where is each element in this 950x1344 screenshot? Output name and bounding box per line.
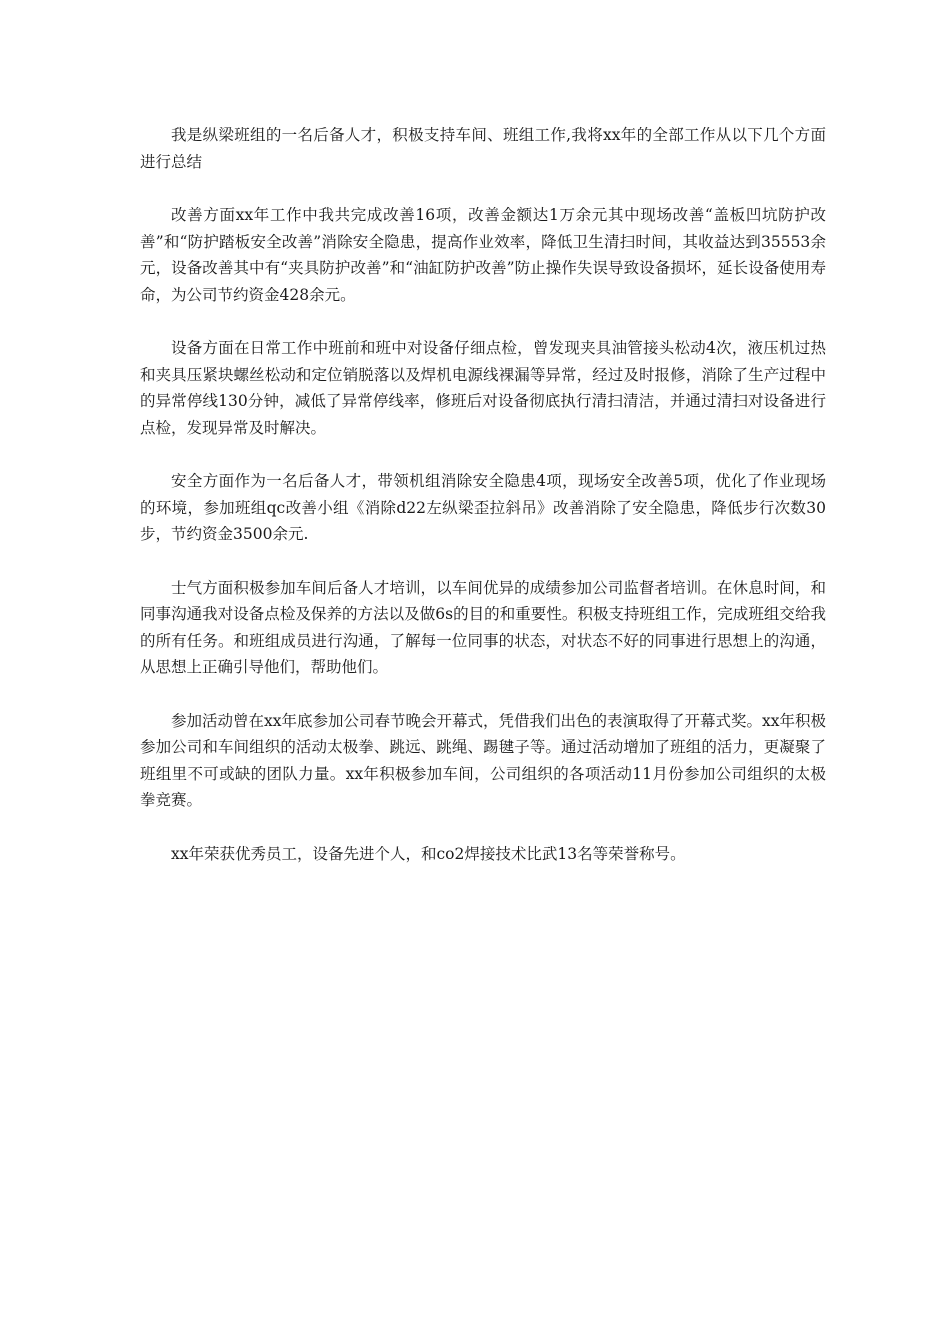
morale-paragraph: 士气方面积极参加车间后备人才培训，以车间优异的成绩参加公司监督者培训。在休息时间，和同事沟通我对设备点检及保养的方法以及做6s的目的和重要性。积极支持班组工作，完成班组交给我的所有任务。和班组成员进行沟通，了解每一位同事的状态，对状态不好的同事进行思想上的沟通，从思想上正确引导他们，帮助他们。 bbox=[140, 578, 826, 676]
activities-paragraph: 参加活动曾在xx年底参加公司春节晚会开幕式，凭借我们出色的表演取得了开幕式奖。xx年积极参加公司和车间组织的活动太极拳、跳远、跳绳、踢毽子等。通过活动增加了班组的活力，更凝聚了班组里不可或缺的团队力量。xx年积极参加车间，公司组织的各项活动11月份参加公司组织的太极拳竞赛。 bbox=[140, 711, 826, 809]
improvement-paragraph: 改善方面xx年工作中我共完成改善16项，改善金额达1万余元其中现场改善“盖板凹坑防护改善”和“防护踏板安全改善”消除安全隐患，提高作业效率，降低卫生清扫时间，其收益达到35553余元，设备改善其中有“夹具防护改善”和“油缸防护改善”防止操作失误导致设备损坏，延长设备使用寿命，为公司节约资金428余元。 bbox=[140, 206, 826, 304]
intro-paragraph: 我是纵梁班组的一名后备人才，积极支持车间、班组工作,我将xx年的全部工作从以下几个方面进行总结 bbox=[140, 126, 826, 171]
document-body bbox=[140, 122, 826, 894]
safety-paragraph: 安全方面作为一名后备人才，带领机组消除安全隐患4项，现场安全改善5项，优化了作业现场的环境，参加班组qc改善小组《消除d22左纵梁歪拉斜吊》改善消除了安全隐患，降低步行次数30步，节约资金3500余元. bbox=[140, 472, 826, 543]
honors-paragraph: xx年荣获优秀员工，设备先进个人，和co2焊接技术比武13名等荣誉称号。 bbox=[171, 844, 686, 863]
equipment-paragraph: 设备方面在日常工作中班前和班中对设备仔细点检，曾发现夹具油管接头松动4次，液压机过热和夹具压紧块螺丝松动和定位销脱落以及焊机电源线裸漏等异常，经过及时报修，消除了生产过程中的异常停线130分钟，减低了异常停线率，修班后对设备彻底执行清扫清洁，并通过清扫对设备进行点检，发现异常及时解决。 bbox=[140, 339, 826, 437]
